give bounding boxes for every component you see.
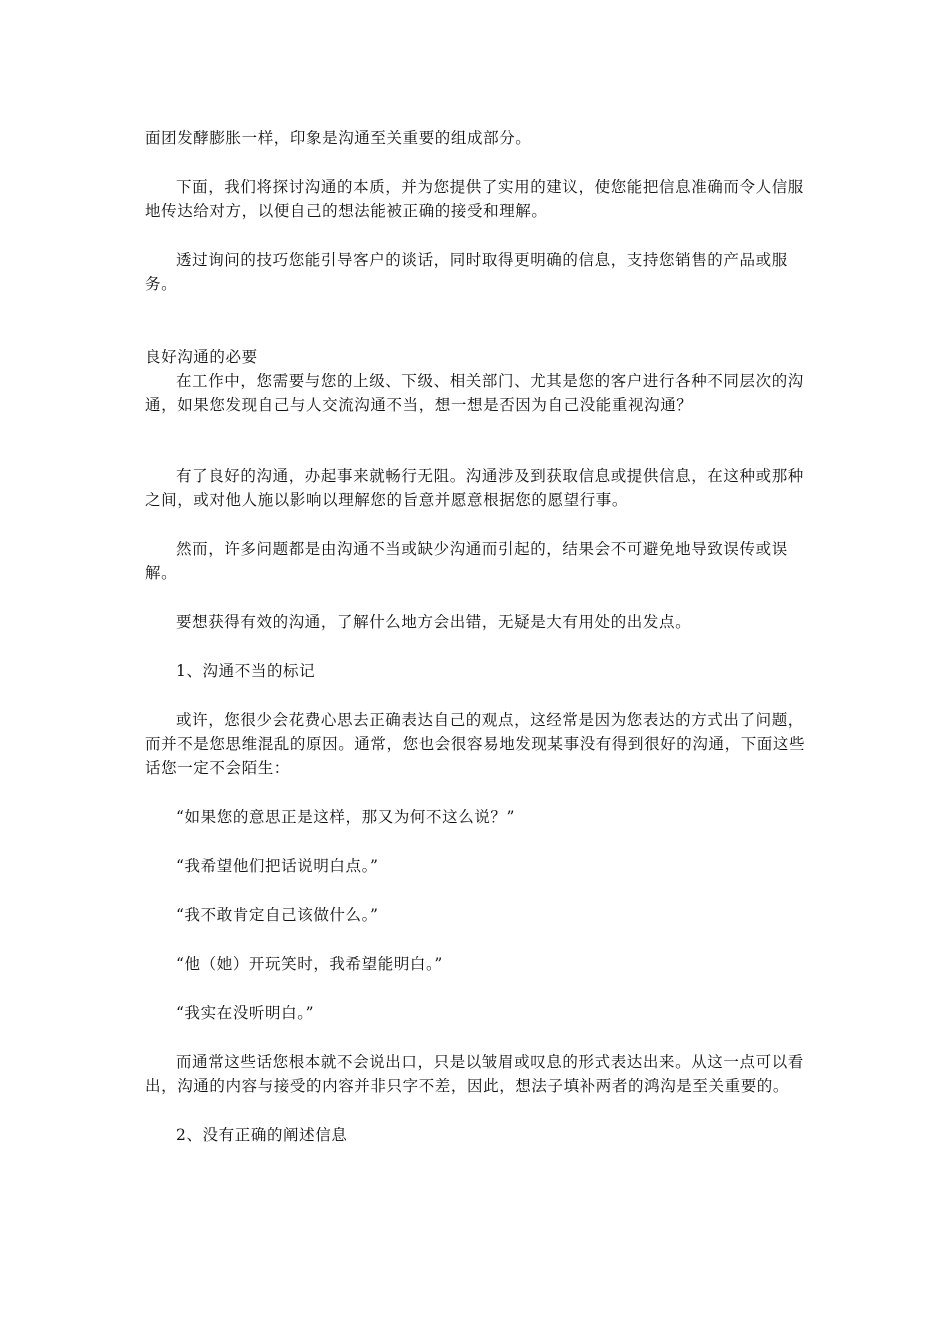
paragraph: 下面，我们将探讨沟通的本质，并为您提供了实用的建议，使您能把信息准确而令人信服地传达给对方，以便自己的想法能被正确的接受和理解。	[145, 178, 804, 220]
paragraph: 有了良好的沟通，办起事来就畅行无阻。沟通涉及到获取信息或提供信息，在这种或那种之间，或对他人施以影响以理解您的旨意并愿意根据您的愿望行事。	[145, 467, 804, 509]
quote-line: “我希望他们把话说明白点。”	[176, 857, 379, 875]
subsection-heading: 2、没有正确的阐述信息	[176, 1126, 348, 1144]
section-heading: 良好沟通的必要	[145, 348, 258, 366]
quote-line: “我实在没听明白。”	[176, 1004, 315, 1022]
document-body	[145, 126, 809, 1147]
quote-line: “我不敢肯定自己该做什么。”	[176, 906, 379, 924]
subsection-heading: 1、沟通不当的标记	[176, 662, 316, 680]
paragraph: 透过询问的技巧您能引导客户的谈话，同时取得更明确的信息，支持您销售的产品或服务。	[145, 251, 788, 293]
paragraph: 要想获得有效的沟通，了解什么地方会出错，无疑是大有用处的出发点。	[176, 613, 692, 631]
paragraph: 在工作中，您需要与您的上级、下级、相关部门、尤其是您的客户进行各种不同层次的沟通，如果您发现自己与人交流沟通不当，想一想是否因为自己没能重视沟通？	[145, 372, 804, 414]
quote-line: “如果您的意思正是这样，那又为何不这么说？”	[176, 808, 516, 826]
paragraph-continuation: 面团发酵膨胀一样，印象是沟通至关重要的组成部分。	[145, 129, 532, 147]
paragraph: 然而，许多问题都是由沟通不当或缺少沟通而引起的，结果会不可避免地导致误传或误解。	[145, 540, 788, 582]
quote-line: “他（她）开玩笑时，我希望能明白。”	[176, 955, 443, 973]
paragraph: 而通常这些话您根本就不会说出口，只是以皱眉或叹息的形式表达出来。从这一点可以看出，沟通的内容与接受的内容并非只字不差，因此，想法子填补两者的鸿沟是至关重要的。	[145, 1053, 804, 1095]
paragraph: 或许，您很少会花费心思去正确表达自己的观点，这经常是因为您表达的方式出了问题，而并不是您思维混乱的原因。通常，您也会很容易地发现某事没有得到很好的沟通，下面这些话您一定不会陌生：	[145, 711, 806, 777]
